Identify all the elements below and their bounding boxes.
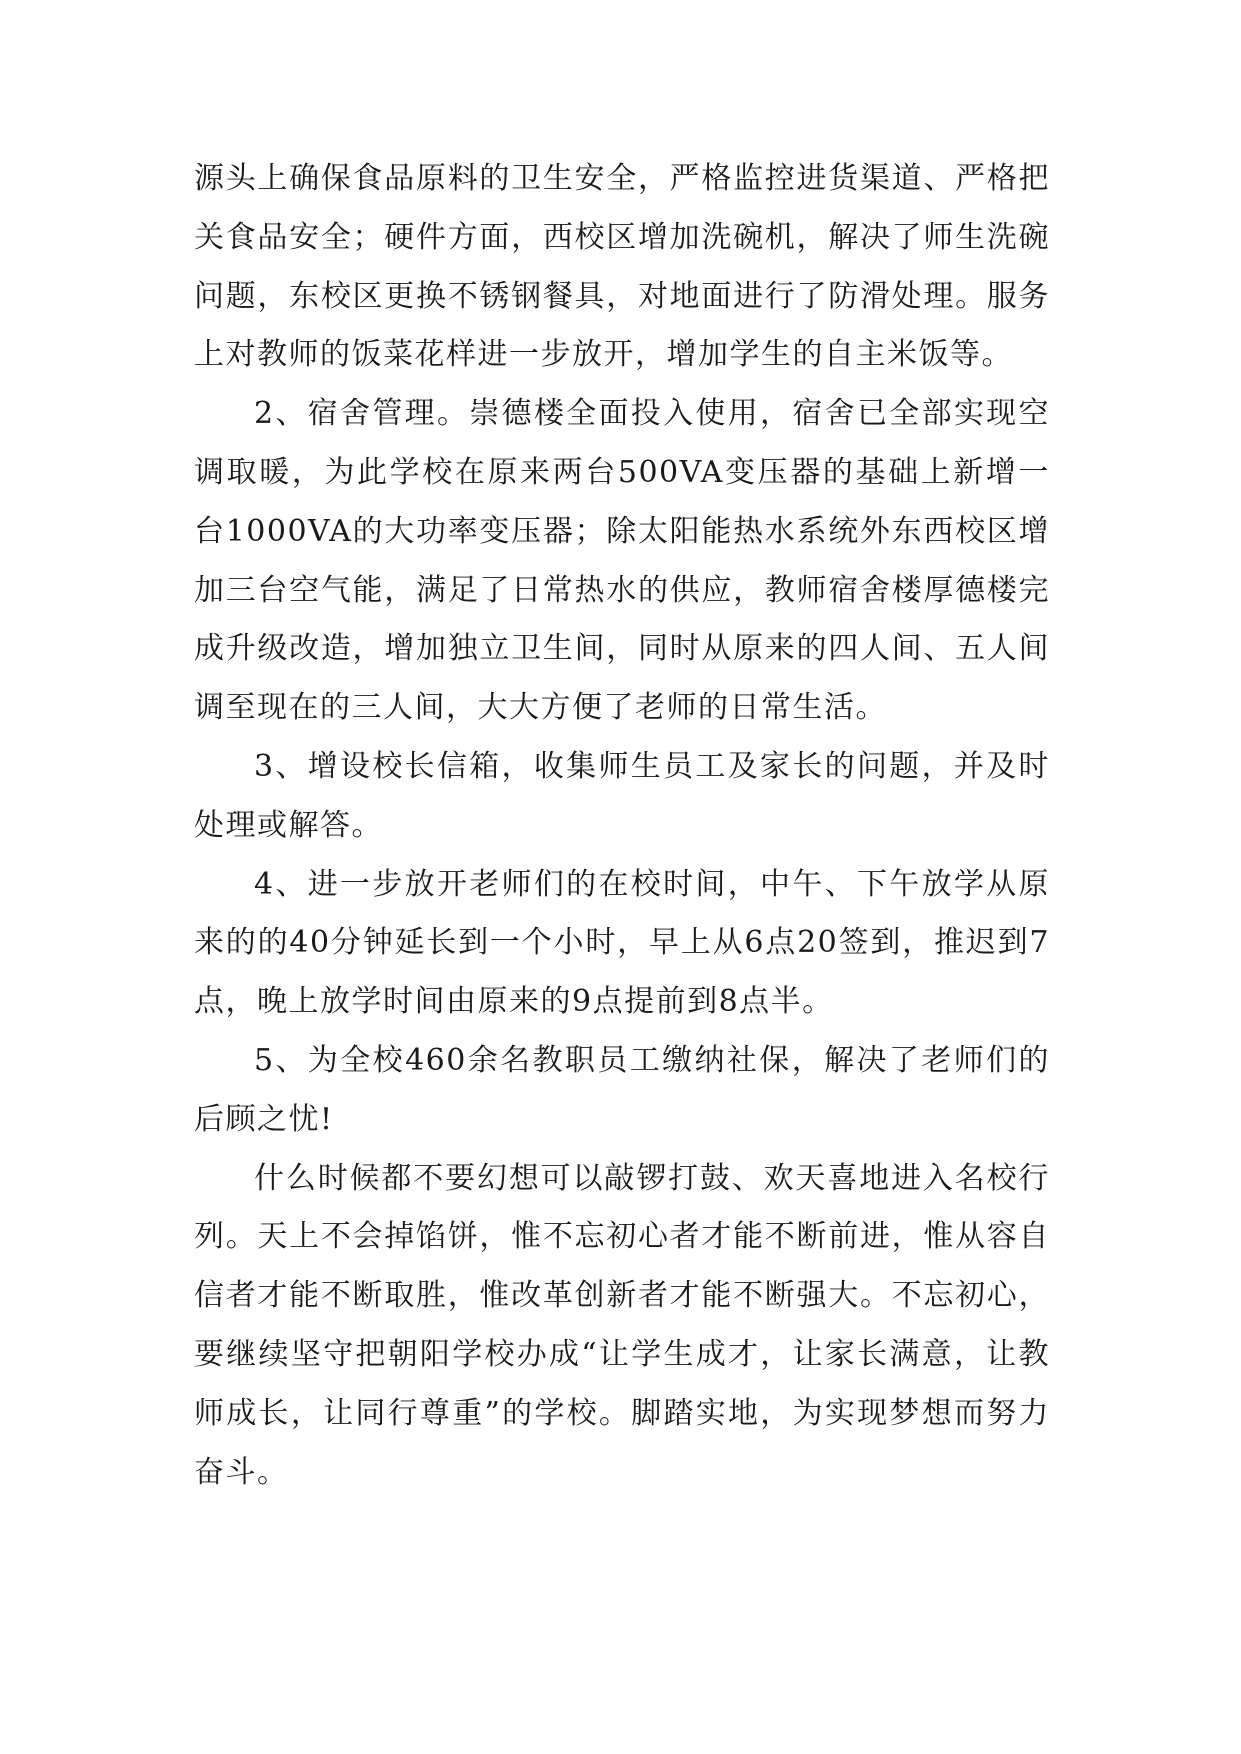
document-page (194, 150, 1050, 1502)
paragraph-social-insurance: 5、为全校460余名教职员工缴纳社保，解决了老师们的后顾之忧! (194, 1042, 1050, 1137)
paragraph-conclusion: 什么时候都不要幻想可以敲锣打鼓、欢天喜地进入名校行列。天上不会掉馅饼，惟不忘初心者才能不断前进，惟从容自信者才能不断取胜，惟改革创新者才能不断强大。不忘初心，要继续坚守把朝阳学校办成“让学生成才，让家长满意，让教师成长，让同行尊重”的学校。脚踏实地，为实现梦想而努力奋斗。 (194, 1160, 1050, 1490)
paragraph-principal-mailbox: 3、增设校长信箱，收集师生员工及家长的问题，并及时处理或解答。 (194, 748, 1050, 843)
paragraph-dormitory-management: 2、宿舍管理。崇德楼全面投入使用，宿舍已全部实现空调取暖，为此学校在原来两台500VA变压器的基础上新增一台1000VA的大功率变压器；除太阳能热水系统外东西校区增加三台空气能，满足了日常热水的供应，教师宿舍楼厚德楼完成升级改造，增加独立卫生间，同时从原来的四人间、五人间调至现在的三人间，大大方便了老师的日常生活。 (194, 396, 1050, 726)
paragraph-canteen-continued: 源头上确保食品原料的卫生安全，严格监控进货渠道、严格把关食品安全；硬件方面，西校区增加洗碗机，解决了师生洗碗问题，东校区更换不锈钢餐具，对地面进行了防滑处理。服务上对教师的饭菜花样进一步放开，增加学生的自主米饭等。 (194, 161, 1050, 373)
paragraph-school-hours: 4、进一步放开老师们的在校时间，中午、下午放学从原来的的40分钟延长到一个小时，早上从6点20签到，推迟到7点，晚上放学时间由原来的9点提前到8点半。 (194, 866, 1050, 1020)
